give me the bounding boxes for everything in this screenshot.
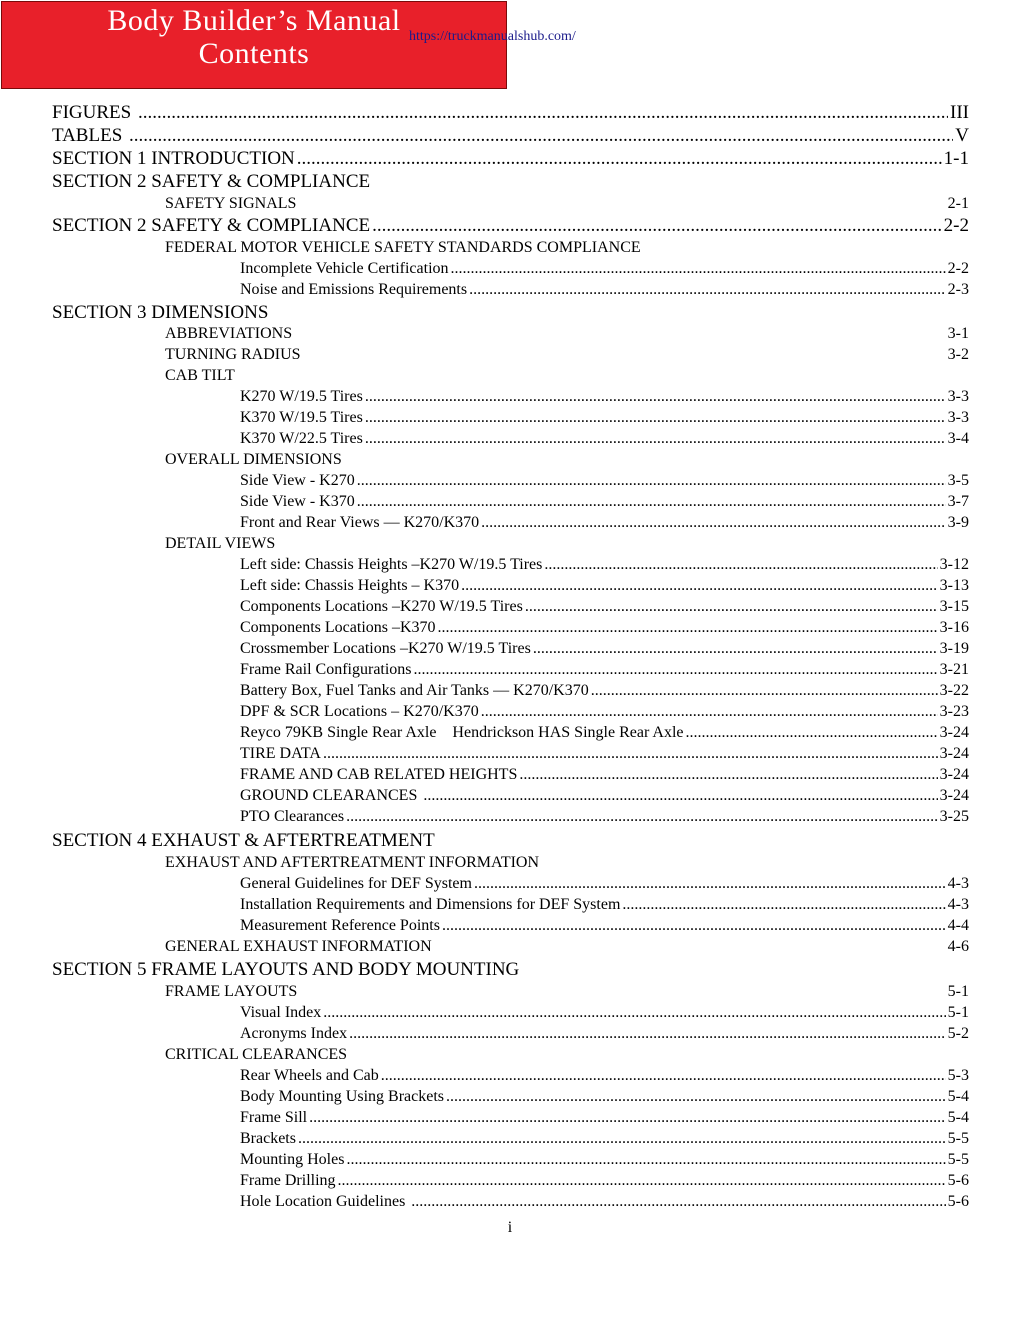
toc-entry-label: CAB TILT <box>165 367 235 384</box>
toc-entry-label: Side View - K370 <box>240 493 355 510</box>
toc-entry-page: 3-9 <box>947 514 969 531</box>
toc-entry-page: 3-16 <box>939 619 969 636</box>
toc-entry-label: Side View - K270 <box>240 472 355 489</box>
toc-entry-label: Measurement Reference Points <box>240 917 440 934</box>
toc-entry-page: 3-12 <box>939 556 969 573</box>
toc-entry[interactable] <box>52 807 969 827</box>
toc-entry-label: Frame Sill <box>240 1109 308 1126</box>
toc-entry-label: Acronyms Index <box>240 1025 348 1042</box>
toc-leader-dots <box>411 1192 945 1212</box>
toc-entry-page: 3-7 <box>947 493 969 510</box>
toc-entry[interactable] <box>52 1024 969 1044</box>
header-banner <box>1 1 507 89</box>
toc-entry-label: Components Locations –K270 W/19.5 Tires <box>240 598 523 615</box>
toc-entry-page: 3-22 <box>939 682 969 699</box>
toc-leader-dots <box>381 1066 946 1086</box>
toc-leader-dots <box>686 723 938 743</box>
toc-entry-label: TIRE DATA <box>240 745 321 762</box>
toc-entry-label: FIGURES <box>52 102 136 123</box>
toc-entry[interactable] <box>52 681 969 701</box>
toc-entry-label: Incomplete Vehicle Certification <box>240 260 449 277</box>
toc-leader-dots <box>298 1129 946 1149</box>
toc-entry-label: K370 W/19.5 Tires <box>240 409 363 426</box>
toc-entry[interactable] <box>52 387 969 407</box>
toc-entry[interactable] <box>52 765 969 785</box>
toc-entry[interactable] <box>52 324 969 344</box>
toc-leader-dots <box>365 387 946 407</box>
toc-leader-dots <box>323 744 938 764</box>
toc-entry[interactable] <box>52 1192 969 1212</box>
toc-entry[interactable] <box>52 1171 969 1191</box>
toc-entry-label: SECTION 3 DIMENSIONS <box>52 302 269 323</box>
toc-entry-page: 4-3 <box>947 875 969 892</box>
toc-entry-label: Crossmember Locations –K270 W/19.5 Tires <box>240 640 531 657</box>
toc-entry[interactable] <box>52 1066 969 1086</box>
toc-entry[interactable] <box>52 366 969 386</box>
toc-entry-label: SECTION 1 INTRODUCTION <box>52 148 295 169</box>
toc-entry-page: 5-5 <box>947 1130 969 1147</box>
toc-leader-dots <box>544 555 937 575</box>
contents-title: Contents <box>198 37 310 70</box>
toc-entry-page: 3-24 <box>939 787 969 804</box>
toc-leader-dots <box>461 576 938 596</box>
toc-entry-page: 3-23 <box>939 703 969 720</box>
toc-entry-label: DPF & SCR Locations – K270/K370 <box>240 703 479 720</box>
toc-entry-page: 2-3 <box>947 281 969 298</box>
toc-entry-label: Rear Wheels and Cab <box>240 1067 379 1084</box>
toc-entry[interactable] <box>52 302 969 324</box>
toc-entry-label: OVERALL DIMENSIONS <box>165 451 342 468</box>
toc-entry-page: 3-21 <box>939 661 969 678</box>
toc-leader-dots <box>138 102 948 124</box>
toc-entry-page: 3-24 <box>939 745 969 762</box>
toc-entry[interactable] <box>52 723 969 743</box>
toc-entry[interactable] <box>52 259 969 279</box>
toc-entry-label: SECTION 2 SAFETY & COMPLIANCE <box>52 215 371 236</box>
toc-entry[interactable] <box>52 639 969 659</box>
toc-entry-label: Visual Index <box>240 1004 322 1021</box>
toc-leader-dots <box>346 807 938 827</box>
toc-entry-page: 5-4 <box>947 1088 969 1105</box>
toc-entry-label: Front and Rear Views — K270/K370 <box>240 514 480 531</box>
toc-entry[interactable] <box>52 238 969 258</box>
toc-leader-dots <box>414 660 938 680</box>
toc-entry-label: SECTION 4 EXHAUST & AFTERTREATMENT <box>52 830 435 851</box>
toc-entry[interactable] <box>52 194 969 214</box>
toc-entry[interactable] <box>52 429 969 449</box>
toc-entry[interactable] <box>52 102 969 124</box>
toc-leader-dots <box>349 1024 946 1044</box>
toc-entry-page: 3-15 <box>939 598 969 615</box>
toc-leader-dots <box>309 1108 946 1128</box>
toc-entry-label: Hole Location Guidelines <box>240 1193 410 1210</box>
toc-leader-dots <box>357 471 946 491</box>
toc-entry[interactable] <box>52 916 969 936</box>
toc-entry[interactable] <box>52 1003 969 1023</box>
page-number: i <box>507 1219 513 1236</box>
toc-entry[interactable] <box>52 171 969 193</box>
source-url[interactable]: https://truckmanualshub.com/ <box>409 29 576 44</box>
toc-leader-dots <box>129 125 953 147</box>
toc-entry-label: Left side: Chassis Heights – K370 <box>240 577 460 594</box>
toc-entry[interactable] <box>52 702 969 722</box>
toc-leader-dots <box>591 681 938 701</box>
toc-entry-label: Noise and Emissions Requirements <box>240 281 468 298</box>
toc-entry-label: Components Locations –K370 <box>240 619 436 636</box>
toc-entry-page: 4-4 <box>947 917 969 934</box>
toc-entry-label: K270 W/19.5 Tires <box>240 388 363 405</box>
toc-entry-page: 2-2 <box>943 215 969 236</box>
toc-entry-page: 3-4 <box>947 430 969 447</box>
toc-leader-dots <box>365 408 946 428</box>
toc-leader-dots <box>481 513 946 533</box>
toc-entry-label: Body Mounting Using Brackets <box>240 1088 444 1105</box>
toc-entry[interactable] <box>52 345 969 365</box>
toc-entry-page: 3-24 <box>939 724 969 741</box>
toc-entry-label: Reyco 79KB Single Rear Axle Hendrickson HAS Single Rear Axle <box>240 724 684 741</box>
toc-entry[interactable] <box>52 280 969 300</box>
toc-entry-page: 5-4 <box>947 1109 969 1126</box>
toc-leader-dots <box>481 702 938 722</box>
toc-leader-dots <box>474 874 946 894</box>
toc-entry[interactable] <box>52 982 969 1002</box>
toc-entry[interactable] <box>52 1087 969 1107</box>
toc-entry[interactable] <box>52 786 969 806</box>
toc-entry-label: Frame Drilling <box>240 1172 336 1189</box>
toc-entry-label: SAFETY SIGNALS <box>165 195 297 212</box>
toc-entry[interactable] <box>52 513 969 533</box>
toc-entry[interactable] <box>52 1129 969 1149</box>
toc-entry-label: FEDERAL MOTOR VEHICLE SAFETY STANDARDS COMPLIANCE <box>165 239 641 256</box>
toc-entry[interactable] <box>52 215 969 237</box>
toc-leader-dots <box>622 895 945 915</box>
toc-leader-dots <box>297 148 942 170</box>
toc-entry[interactable] <box>52 959 969 981</box>
toc-entry-page: 3-2 <box>947 346 969 363</box>
toc-entry-label: FRAME AND CAB RELATED HEIGHTS <box>240 766 518 783</box>
toc-leader-dots <box>372 215 942 237</box>
toc-entry-page: 3-24 <box>939 766 969 783</box>
toc-leader-dots <box>423 786 937 806</box>
toc-entry[interactable] <box>52 1108 969 1128</box>
toc-entry-label: Installation Requirements and Dimensions for DEF System <box>240 896 621 913</box>
toc-entry-page: 2-1 <box>947 195 969 212</box>
toc-leader-dots <box>365 429 946 449</box>
toc-leader-dots <box>469 280 946 300</box>
toc-entry-label: FRAME LAYOUTS <box>165 983 298 1000</box>
toc-leader-dots <box>338 1171 946 1191</box>
toc-entry[interactable] <box>52 1150 969 1170</box>
toc-entry-page: 4-3 <box>947 896 969 913</box>
toc-entry-page: 4-6 <box>947 938 969 955</box>
toc-entry[interactable] <box>52 744 969 764</box>
toc-entry[interactable] <box>52 895 969 915</box>
toc-leader-dots <box>451 259 946 279</box>
toc-entry[interactable] <box>52 450 969 470</box>
toc-entry-label: Battery Box, Fuel Tanks and Air Tanks — K270/K370 <box>240 682 589 699</box>
toc-entry-label: ABBREVIATIONS <box>165 325 293 342</box>
toc-entry[interactable] <box>52 830 969 852</box>
toc-entry-page: 3-3 <box>947 388 969 405</box>
toc-entry[interactable] <box>52 492 969 512</box>
toc-entry[interactable] <box>52 937 969 957</box>
toc-leader-dots <box>357 492 946 512</box>
toc-entry-page: 3-25 <box>939 808 969 825</box>
toc-entry-page: 3-13 <box>939 577 969 594</box>
toc-entry[interactable] <box>52 555 969 575</box>
toc-entry-page: 5-1 <box>947 1004 969 1021</box>
toc-entry-label: Left side: Chassis Heights –K270 W/19.5 Tires <box>240 556 543 573</box>
toc-entry-label: PTO Clearances <box>240 808 345 825</box>
toc-leader-dots <box>442 916 946 936</box>
toc-entry-label: Brackets <box>240 1130 296 1147</box>
toc-entry-page: 5-6 <box>947 1172 969 1189</box>
toc-entry-page: 5-6 <box>947 1193 969 1210</box>
toc-entry-label: Mounting Holes <box>240 1151 345 1168</box>
toc-entry[interactable] <box>52 125 969 147</box>
toc-entry-page: 3-19 <box>939 640 969 657</box>
toc-entry[interactable] <box>52 471 969 491</box>
toc-entry-label: K370 W/22.5 Tires <box>240 430 363 447</box>
toc-leader-dots <box>446 1087 946 1107</box>
toc-entry-page: 5-2 <box>947 1025 969 1042</box>
toc-entry-label: EXHAUST AND AFTERTREATMENT INFORMATION <box>165 854 540 871</box>
toc-entry[interactable] <box>52 597 969 617</box>
toc-entry-label: SECTION 5 FRAME LAYOUTS AND BODY MOUNTING <box>52 959 520 980</box>
toc-entry-label: GROUND CLEARANCES <box>240 787 422 804</box>
toc-entry-page: 5-1 <box>947 983 969 1000</box>
toc-entry[interactable] <box>52 148 969 170</box>
toc-entry-page: 2-2 <box>947 260 969 277</box>
toc-entry-label: DETAIL VIEWS <box>165 535 276 552</box>
toc-entry[interactable] <box>52 660 969 680</box>
toc-entry-page: III <box>950 102 969 123</box>
toc-entry-page: 3-3 <box>947 409 969 426</box>
toc-entry-label: TURNING RADIUS <box>165 346 301 363</box>
toc-entry-page: 1-1 <box>943 148 969 169</box>
toc-entry-label: General Guidelines for DEF System <box>240 875 472 892</box>
toc-leader-dots <box>323 1003 945 1023</box>
toc-entry-page: V <box>955 125 969 146</box>
manual-title: Body Builder’s Manual <box>107 4 401 37</box>
toc-entry-label: Frame Rail Configurations <box>240 661 412 678</box>
toc-leader-dots <box>519 765 937 785</box>
toc-entry[interactable] <box>52 618 969 638</box>
toc-leader-dots <box>438 618 938 638</box>
toc-entry[interactable] <box>52 534 969 554</box>
toc-entry[interactable] <box>52 408 969 428</box>
toc-entry-label: SECTION 2 SAFETY & COMPLIANCE <box>52 171 371 192</box>
toc-entry[interactable] <box>52 853 969 873</box>
toc-entry-label: TABLES <box>52 125 128 146</box>
toc-leader-dots <box>346 1150 945 1170</box>
toc-entry-page: 3-5 <box>947 472 969 489</box>
toc-entry-page: 5-3 <box>947 1067 969 1084</box>
toc-leader-dots <box>525 597 938 617</box>
toc-entry[interactable] <box>52 576 969 596</box>
toc-entry[interactable] <box>52 1045 969 1065</box>
toc-entry-page: 3-1 <box>947 325 969 342</box>
toc-entry-page: 5-5 <box>947 1151 969 1168</box>
toc-entry-label: GENERAL EXHAUST INFORMATION <box>165 938 432 955</box>
toc-entry[interactable] <box>52 874 969 894</box>
toc-entry-label: CRITICAL CLEARANCES <box>165 1046 348 1063</box>
toc-leader-dots <box>533 639 938 659</box>
